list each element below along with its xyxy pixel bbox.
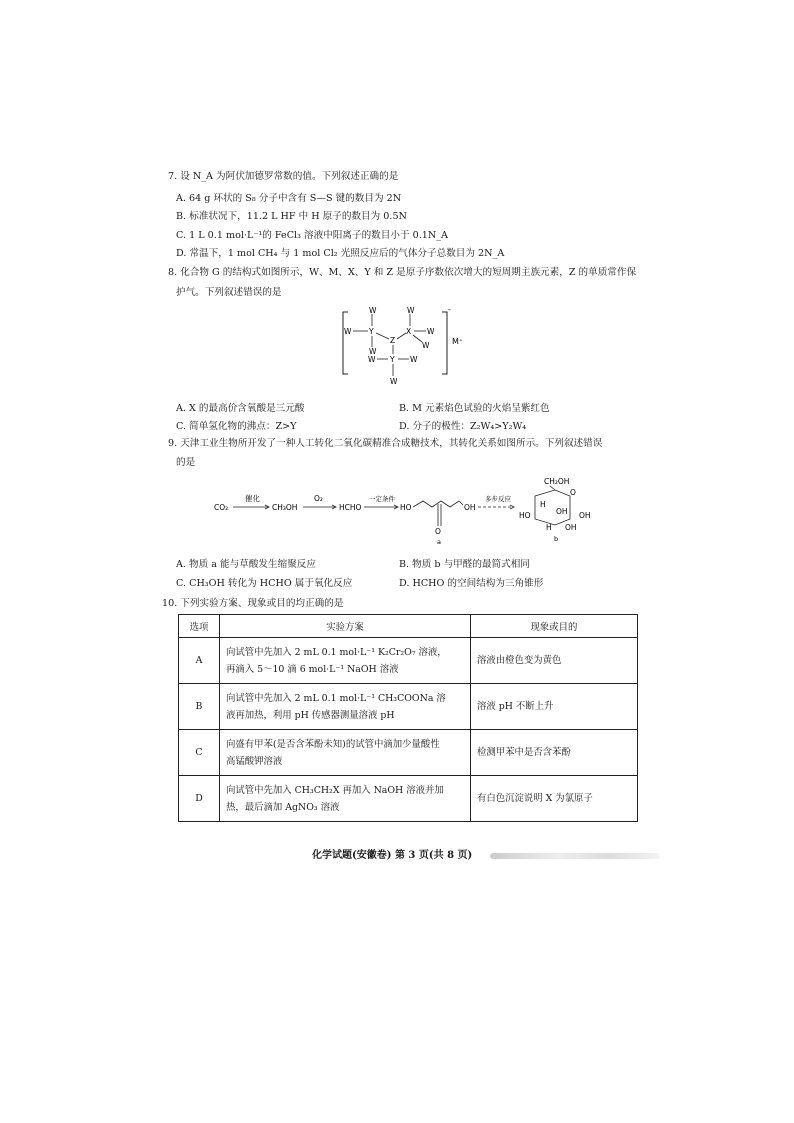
q7-option-d: D. 常温下，1 mol CH₄ 与 1 mol Cl₂ 光照反应后的气体分子总数目为 2N_A	[176, 248, 505, 259]
row-result: 溶液 pH 不断上升	[471, 684, 638, 730]
ho-label: HO	[519, 511, 531, 520]
q8-option-b: B. M 元素焰色试验的火焰呈紫红色	[399, 403, 550, 414]
ch3oh-label: CH₃OH	[272, 503, 298, 512]
q8-option-d: D. 分子的极性：Z₂W₄>Y₂W₄	[399, 421, 527, 432]
q7-option-c: C. 1 L 0.1 mol·L⁻¹的 FeCl₃ 溶液中阳离子的数目小于 0.1N_A	[176, 230, 448, 241]
ring-o-label: O	[570, 488, 576, 497]
row-result: 溶液由橙色变为黄色	[471, 638, 638, 684]
o2-label: O₂	[314, 494, 323, 503]
ch2oh-label: CH₂OH	[544, 477, 570, 486]
atom-y: Y	[390, 355, 395, 364]
row-plan: 向盛有甲苯(是否含苯酚未知)的试管中滴加少量酸性 高锰酸钾溶液	[220, 730, 471, 776]
row-option: A	[179, 638, 220, 684]
condition-label: 一定条件	[369, 495, 395, 503]
atom-y: Y	[369, 327, 374, 336]
hcho-label: HCHO	[339, 503, 362, 512]
row-option: C	[179, 730, 220, 776]
oh-right-label: OH	[464, 503, 476, 512]
row-result: 有白色沉淀说明 X 为氯原子	[471, 776, 638, 822]
table-row	[179, 638, 638, 684]
question-9-stem-line1: 9. 天津工业生物所开发了一种人工转化二氧化碳精准合成糖技术，其转化关系如图所示。下列叙述错误	[168, 438, 603, 449]
table-header-row	[179, 615, 638, 638]
atom-w: W	[427, 327, 435, 336]
q7-option-b: B. 标准状况下，11.2 L HF 中 H 原子的数目为 0.5N	[176, 211, 407, 222]
scan-smudge	[490, 853, 660, 859]
atom-x: X	[406, 327, 412, 336]
question-8-stem-line1: 8. 化合物 G 的结构式如图所示，W、M、X、Y 和 Z 是原子序数依次增大的短周期主族元素，Z 的单质常作保	[168, 267, 637, 278]
row-plan: 向试管中先加入 2 mL 0.1 mol·L⁻¹ CH₃COONa 溶 液再加热，利用 pH 传感器测量溶液 pH	[220, 684, 471, 730]
page-footer: 化学试题(安徽卷) 第 3 页(共 8 页)	[312, 850, 473, 861]
atom-w: W	[422, 341, 430, 350]
q7-option-a: A. 64 g 环状的 S₈ 分子中含有 S—S 键的数目为 2N	[176, 193, 402, 204]
q9-option-c: C. CH₃OH 转化为 HCHO 属于氧化反应	[176, 578, 353, 589]
h-label: H	[546, 523, 552, 532]
experiment-table	[178, 614, 638, 822]
oh-label: OH	[565, 523, 577, 532]
catalysis-label: 催化	[245, 494, 260, 503]
label-b: b	[554, 535, 559, 543]
label-a: a	[437, 538, 441, 546]
q8-option-c: C. 简单氢化物的沸点：Z>Y	[176, 421, 297, 432]
cation-label: M⁺	[452, 337, 464, 346]
question-8-stem-line2: 护气。下列叙述错误的是	[176, 287, 282, 298]
ketone-o-label: O	[435, 527, 441, 536]
compound-g-structure	[340, 302, 470, 392]
row-plan: 向试管中先加入 CH₃CH₂X 再加入 NaOH 溶液并加 热，最后滴加 AgNO₃ 溶液	[220, 776, 471, 822]
ho-left-label: HO	[400, 503, 412, 512]
atom-z: Z	[390, 336, 396, 345]
q8-option-a: A. X 的最高价含氧酸是三元酸	[176, 403, 305, 414]
q9-option-d: D. HCHO 的空间结构为三角锥形	[399, 578, 544, 589]
question-9-stem-line2: 的是	[176, 457, 196, 468]
table-row	[179, 684, 638, 730]
oh-label: OH	[579, 511, 591, 520]
row-option: B	[179, 684, 220, 730]
atom-w: W	[390, 377, 398, 386]
row-option: D	[179, 776, 220, 822]
question-7-stem: 7. 设 N_A 为阿伏加德罗常数的值。下列叙述正确的是	[168, 171, 399, 182]
atom-w: W	[369, 306, 377, 315]
q9-option-b: B. 物质 b 与甲醛的最简式相同	[399, 559, 530, 570]
row-result: 检测甲苯中是否含苯酚	[471, 730, 638, 776]
co2-label: CO₂	[214, 503, 229, 512]
q9-option-a: A. 物质 a 能与草酸发生缩聚反应	[176, 559, 316, 570]
co2-to-sugar-scheme	[210, 474, 600, 546]
table-row	[179, 730, 638, 776]
h-label: H	[540, 500, 546, 509]
atom-w: W	[410, 355, 418, 364]
multi-step-label: 多步反应	[485, 495, 511, 503]
question-10-stem: 10. 下列实验方案、现象或目的均正确的是	[162, 598, 344, 609]
header-plan: 实验方案	[220, 615, 471, 638]
oh-label: OH	[556, 507, 568, 516]
atom-w: W	[368, 355, 376, 364]
header-option: 选项	[179, 615, 220, 638]
header-result: 现象或目的	[471, 615, 638, 638]
table-row	[179, 776, 638, 822]
atom-w: W	[369, 347, 377, 356]
atom-w: W	[407, 306, 415, 315]
atom-w: W	[344, 327, 352, 336]
row-plan: 向试管中先加入 2 mL 0.1 mol·L⁻¹ K₂Cr₂O₇ 溶液， 再滴入 5～10 滴 6 mol·L⁻¹ NaOH 溶液	[220, 638, 471, 684]
charge-sign: -	[448, 305, 451, 314]
